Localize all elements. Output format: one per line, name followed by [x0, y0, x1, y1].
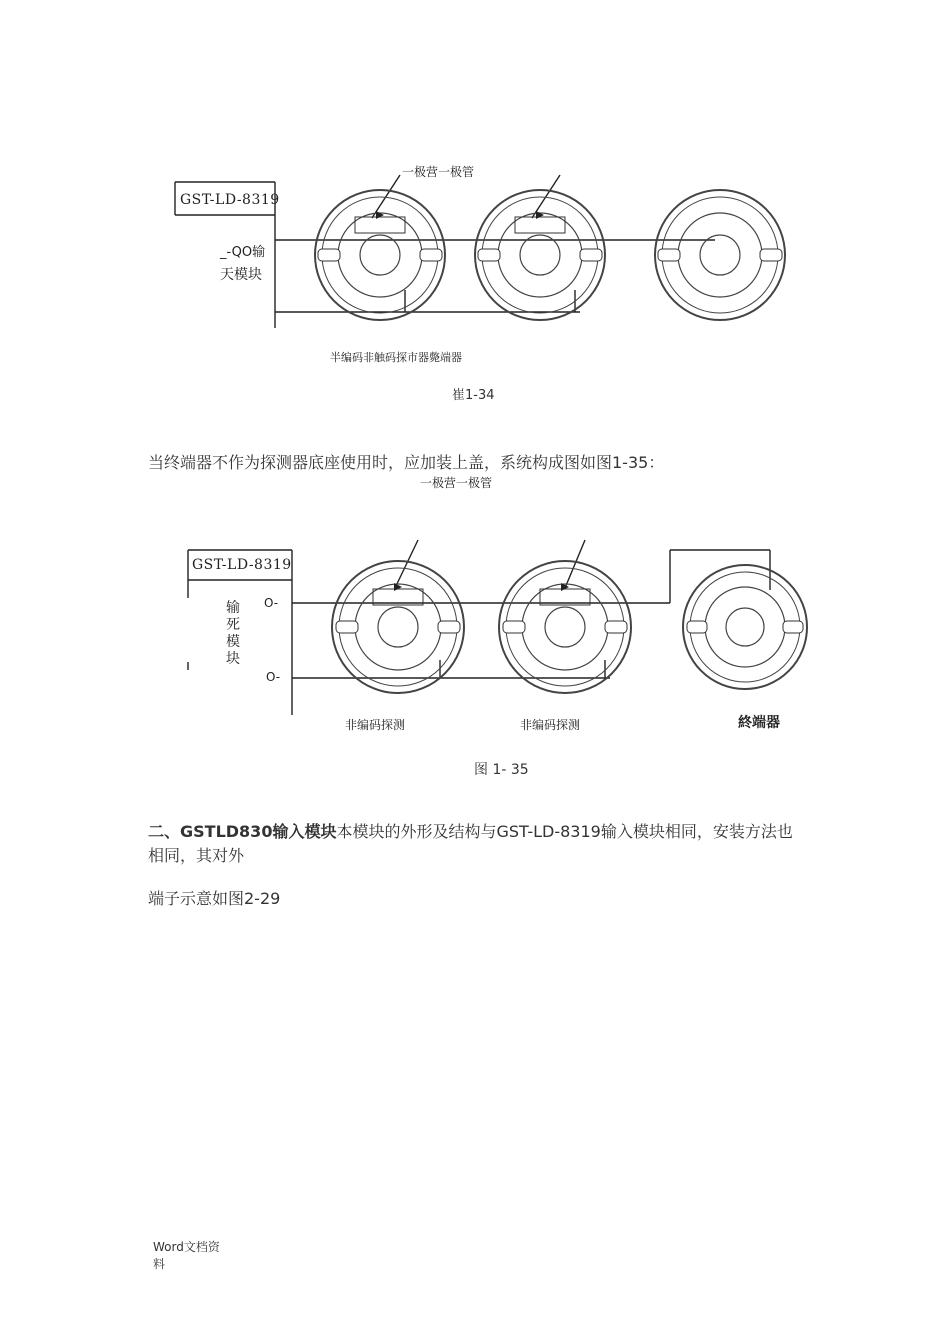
detector-2	[475, 190, 605, 320]
figure-1-34-bottom-label: 半编码非触码探市器斃端器	[330, 351, 462, 364]
footer-line-2: 料	[153, 1257, 166, 1271]
module-side-label-1: _-QO输	[220, 245, 266, 260]
terminal-device	[683, 565, 807, 689]
module-side-char: 模	[226, 634, 240, 650]
terminal-label: 終端器	[738, 715, 780, 731]
detector-3	[655, 190, 785, 320]
section-paragraph	[148, 820, 808, 868]
footer-line-1: Word文档资	[153, 1240, 220, 1254]
figure-1-35-caption: 图 1- 35	[474, 762, 529, 778]
detector-label-1: 非编码探测	[345, 718, 406, 732]
module-side-label-2: 天模块	[220, 267, 262, 283]
figure-1-35-top-label: 一极营一极管	[420, 476, 493, 490]
module-side-char: 块	[226, 651, 240, 667]
module-side-char: 死	[226, 617, 240, 633]
paragraph-1: 当终端器不作为探测器底座使用时，应加装上盖，系统构成图如图1-35：	[148, 453, 665, 472]
figure-1-34-top-label: 一极营一极管	[402, 165, 475, 179]
module-box-label: GST-LD-8319	[180, 192, 280, 208]
module-side-label-vertical	[226, 600, 242, 668]
figure-1-34-caption: 崔1-34	[452, 388, 495, 403]
detector-label-2: 非编码探测	[520, 718, 581, 732]
module-side-char: 输	[226, 600, 240, 616]
terminal-bottom-label: O-	[266, 670, 281, 684]
terminal-top-label: O-	[264, 596, 279, 610]
footer	[153, 1239, 220, 1273]
section-body: 本模块的外形及结构与GST-LD-8319输入模块相同，安装方法也相同，其对外	[148, 822, 793, 865]
section-line-2: 端子示意如图2-29	[148, 889, 281, 908]
section-heading: 二、GSTLD830输入模块	[148, 822, 337, 841]
detector-1	[315, 190, 445, 320]
module-box-label-2: GST-LD-8319	[192, 557, 292, 573]
detector-5	[499, 561, 631, 693]
